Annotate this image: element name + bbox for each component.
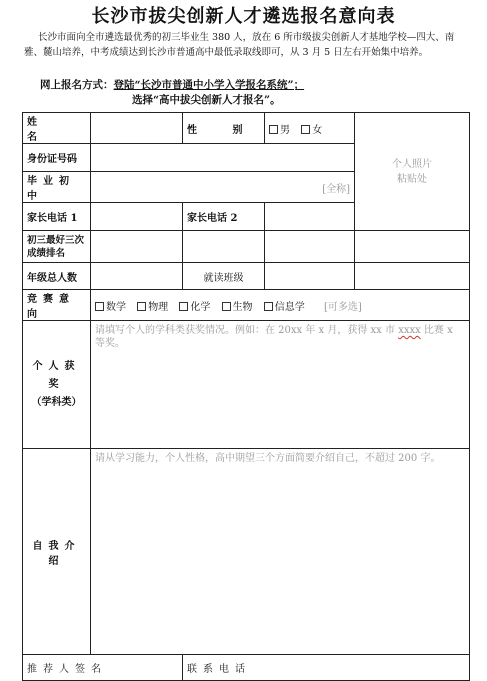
method-label: 网上报名方式： xyxy=(40,79,114,91)
photo-area: 个人照片 粘贴处 xyxy=(355,113,470,231)
rank-field-3[interactable] xyxy=(265,231,355,263)
parent-phone-2-field[interactable] xyxy=(265,203,355,231)
method-line1: 登陆“长沙市普通中小学入学报名系统”； xyxy=(113,79,305,91)
parent-phone-1-label: 家长电话 1 xyxy=(23,203,91,231)
registration-form xyxy=(22,112,470,681)
name-field[interactable] xyxy=(91,113,183,144)
page-title: 长沙市拔尖创新人才遴选报名意向表 xyxy=(91,6,396,27)
id-label: 身份证号码 xyxy=(23,144,91,172)
contest-chemistry-option[interactable]: 化学 xyxy=(179,302,210,313)
contest-physics-option[interactable]: 物理 xyxy=(137,302,168,313)
gender-label: 性 别 xyxy=(183,113,265,144)
contact-phone-label: 联系电话 xyxy=(183,655,470,681)
award-hint-placeholder: xxxx xyxy=(398,325,421,336)
physics-checkbox[interactable] xyxy=(137,302,146,311)
contest-biology-option[interactable]: 生物 xyxy=(222,302,253,313)
contest-math-option[interactable]: 数学 xyxy=(95,302,126,313)
female-checkbox[interactable] xyxy=(301,125,310,134)
class-field[interactable] xyxy=(265,263,355,290)
registration-method xyxy=(40,78,460,108)
rank-field-1[interactable] xyxy=(91,231,183,263)
referrer-signature-label: 推荐人签名 xyxy=(23,655,183,681)
gender-field xyxy=(265,113,355,144)
contest-label: 竞赛意向 xyxy=(23,290,91,321)
grade-total-field[interactable] xyxy=(91,263,183,290)
rank-field-2[interactable] xyxy=(183,231,265,263)
chemistry-checkbox[interactable] xyxy=(179,302,188,311)
gender-male-option[interactable]: 男 xyxy=(269,125,290,136)
school-hint: [全称] xyxy=(322,183,350,195)
school-field[interactable] xyxy=(91,172,355,203)
gender-female-option[interactable]: 女 xyxy=(301,125,322,136)
informatics-checkbox[interactable] xyxy=(264,302,273,311)
id-field[interactable] xyxy=(91,144,355,172)
parent-phone-1-field[interactable] xyxy=(91,203,183,231)
award-field[interactable]: 请填写个人的学科类获奖情况。例如：在 20xx 年 x 月，获得 xx 市 xxxx 比赛 x 等奖。 xyxy=(91,321,470,449)
contest-options xyxy=(91,290,470,321)
name-label: 姓 名 xyxy=(23,113,91,144)
biology-checkbox[interactable] xyxy=(222,302,231,311)
male-checkbox[interactable] xyxy=(269,125,278,134)
class-extra-field[interactable] xyxy=(355,263,470,290)
contest-informatics-option[interactable]: 信息学 xyxy=(264,302,305,313)
rank-field-4[interactable] xyxy=(355,231,470,263)
self-intro-label: 自我介绍 xyxy=(23,449,91,655)
math-checkbox[interactable] xyxy=(95,302,104,311)
contest-hint: [可多选] xyxy=(323,301,362,313)
method-line2: 选择“高中拔尖创新人才报名”。 xyxy=(132,94,281,106)
parent-phone-2-label: 家长电话 2 xyxy=(183,203,265,231)
grade-total-label: 年级总人数 xyxy=(23,263,91,290)
award-label: 个人获奖 （学科类） xyxy=(23,321,91,449)
self-intro-field[interactable]: 请从学习能力，个人性格，高中期望三个方面简要介绍自己，不超过 200 字。 xyxy=(91,449,470,655)
rank-label: 初三最好三次成绩排名 xyxy=(23,231,91,263)
school-label: 毕业初中 xyxy=(23,172,91,203)
class-label: 就读班级 xyxy=(183,263,265,290)
intro-paragraph: 长沙市面向全市遴选最优秀的初三毕业生 380 人，放在 6 所市级拔尖创新人才基地学校—四大、南雅、麓山培养，中考成绩达到长沙市普通高中最低录取线即可，从 3 月 5 日左右开始集中培养。 xyxy=(24,32,455,58)
